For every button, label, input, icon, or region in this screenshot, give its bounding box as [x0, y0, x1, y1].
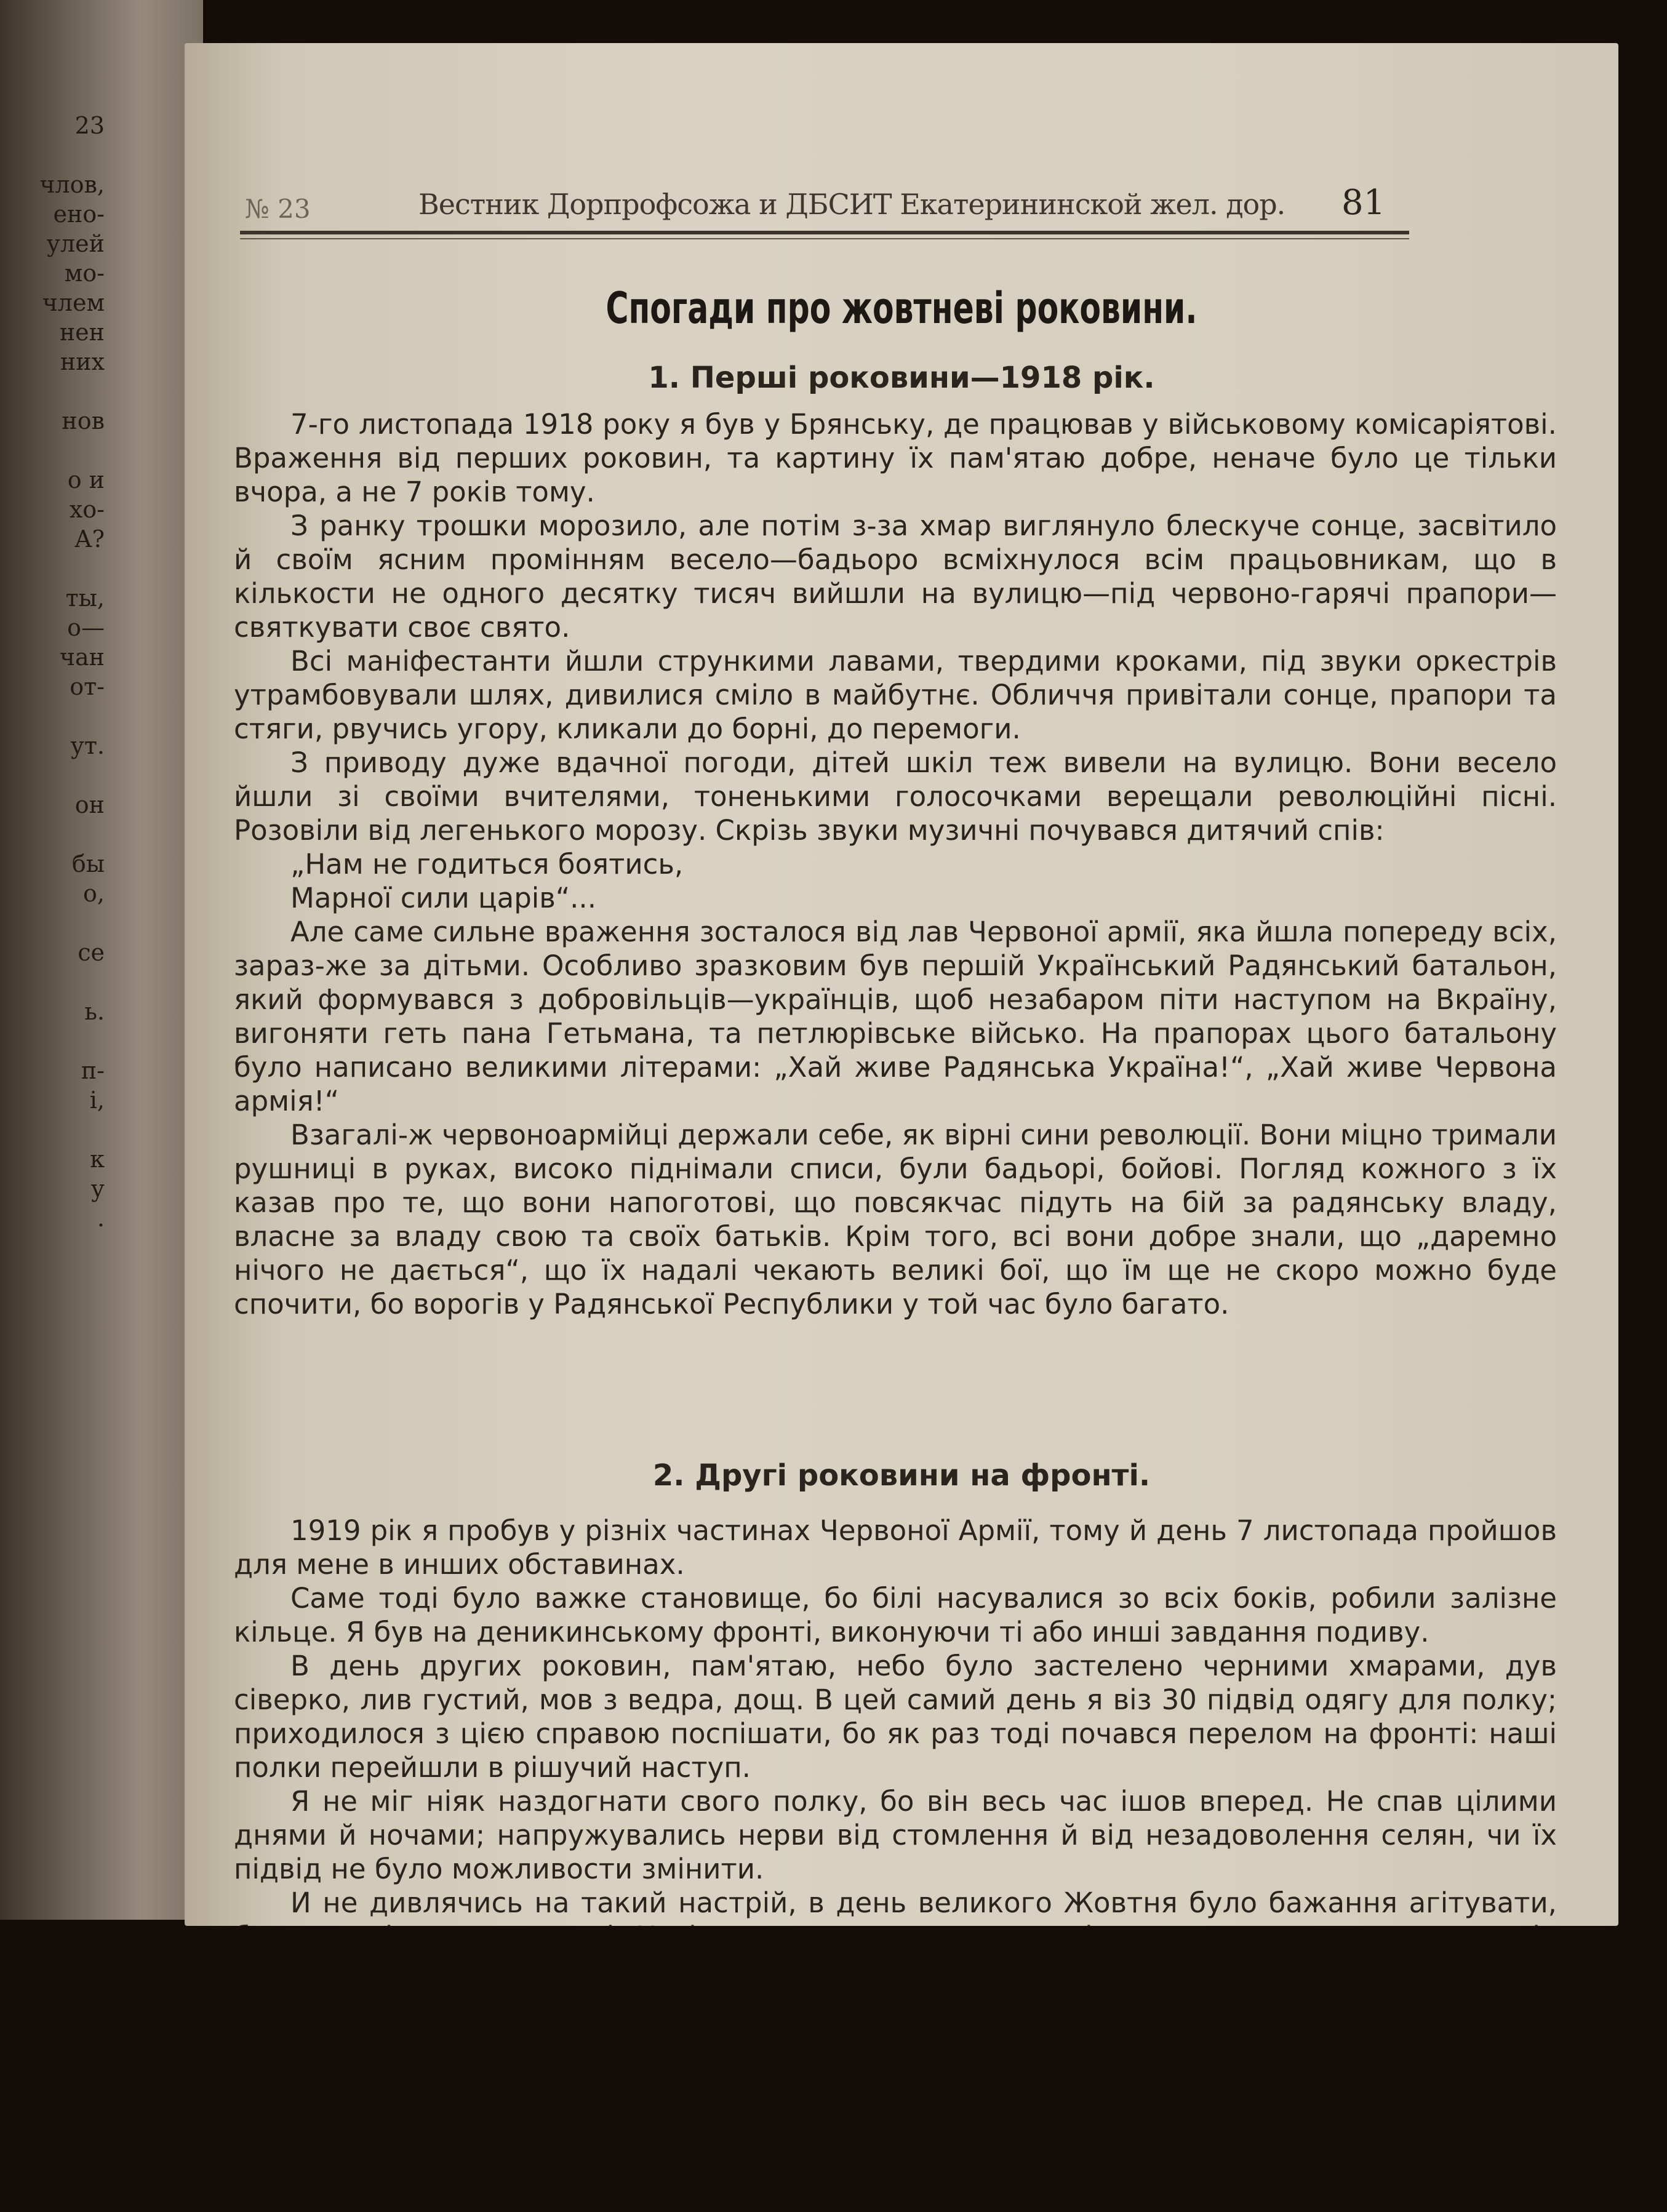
previous-page-fragment: ь.	[84, 998, 105, 1025]
paragraph: 1919 рік я пробув у різніх частинах Червоної Армії, тому й день 7 листопада пройшов для мене в инших обставинах.	[234, 1514, 1557, 1581]
previous-page-fragment: хо-	[69, 496, 105, 523]
previous-page-fragment	[0, 1115, 105, 1144]
previous-page-fragment: А?	[74, 525, 105, 553]
previous-page-fragment: ено-	[53, 201, 105, 228]
previous-page-fragment: бы	[71, 850, 105, 877]
previous-page-fragment: о и	[67, 466, 105, 493]
previous-page-fragment	[0, 820, 105, 849]
previous-page-fragment: о,	[83, 880, 105, 907]
previous-page-fragment: у	[90, 1175, 105, 1202]
previous-page-fragment: нен	[59, 319, 105, 346]
previous-page-fragment	[0, 908, 105, 938]
background-surface	[0, 1926, 1667, 2212]
previous-page-fragment: от-	[70, 673, 105, 700]
previous-page-fragment	[0, 554, 105, 583]
paragraph: З ранку трошки морозило, але потім з-за хмар виглянуло блескуче сонце, засвітило й своїм ясним промінням весело—бадьоро всміхнулося всім працьовникам, що в кількости не одного десятку тисяч вийшли на вулицю—під червоно-гарячі прапори—святкувати своє свято.	[234, 509, 1557, 644]
section-1-body	[234, 407, 1557, 1321]
previous-page-fragment	[0, 377, 105, 406]
previous-page-fragment	[0, 967, 105, 997]
running-header	[215, 163, 1545, 237]
previous-page-fragment: се	[78, 939, 105, 966]
paragraph: 7-го листопада 1918 року я був у Брянську, де працював у військовому комісаріятові. Враження від перших роковин, та картину їх пам'ятаю добре, неначе було це тільки вчора, а не 7 років тому.	[234, 408, 1557, 508]
previous-page-fragment	[0, 436, 105, 465]
paragraph: Я не міг ніяк наздогнати свого полку, бо він весь час ішов вперед. Не спав цілими днями й ночами; напружувались нерви від стомлення й від незадоволення селян, чи їх підвід не було можливости змінити.	[234, 1785, 1557, 1885]
previous-page-edge	[0, 0, 203, 1920]
paragraph: И не дивлячись на такий настрій, в день великого Жовтня було бажання агітувати,	[290, 1887, 1557, 1919]
paragraph: В день других роковин, пам'ятаю, небо було застелено черними хмарами, дув сіверко, лив густий, мов з ведра, дощ. В цей самий день я віз 30 підвід одягу для полку; приходилося з цією справою поспішати, бо як раз тоді почався перелом на фронті: наші полки перейшли в рішучий наступ.	[234, 1650, 1557, 1784]
previous-page-fragment: п-	[81, 1057, 105, 1084]
previous-page-fragment: к	[90, 1146, 105, 1173]
paragraph: Всі маніфестанти йшли стрункими лавами, твердими кроками, під звуки оркестрів утрамбовували шлях, дивилися сміло в майбутнє. Обличчя привітали сонце, прапори та стяги, рвучись угору, кликали до борні, до перемоги.	[234, 645, 1557, 745]
journal-page	[185, 43, 1618, 1926]
previous-page-fragment	[0, 761, 105, 790]
previous-page-fragment	[0, 1026, 105, 1056]
previous-page-fragment: них	[60, 348, 105, 375]
previous-page-fragment: мо-	[64, 260, 105, 287]
header-rule-thin	[240, 238, 1409, 239]
previous-page-fragment: улей	[46, 230, 105, 257]
previous-page-fragment	[0, 140, 105, 170]
section-heading-1: 1. Перші роковини—1918 рік.	[648, 361, 1155, 395]
header-rule-thick	[240, 231, 1409, 234]
page-number: 81	[1341, 183, 1386, 223]
previous-page-fragment: он	[74, 791, 105, 818]
previous-page-fragment: члем	[42, 289, 105, 316]
article-title: Спогади про жовтневі роковини.	[606, 283, 1197, 333]
previous-page-fragment	[0, 701, 105, 731]
journal-title: Вестник Дорпрофсожа и ДБСИТ Екатерининской жел. дор.	[418, 188, 1285, 221]
previous-page-fragment: і,	[89, 1087, 105, 1114]
previous-page-text-fragments	[0, 111, 105, 1233]
paragraph: Але саме сильне враження зосталося від лав Червоної армії, яка йшла попереду всіх, зараз-же за дітьми. Особливо зразковим був першій Український Радянський батальон, який формувався з добровільців—українців, щоб незабаром піти наступом на Вкраїну, вигоняти геть пана Гетьмана, та петлюрівське військо. На прапорах цього батальону було написано великими літерами: „Хай живе Радянська Україна!“, „Хай живе Червона армія!“	[234, 916, 1557, 1117]
previous-page-fragment: чан	[59, 644, 105, 671]
verse-line: „Нам не годиться боятись,	[290, 848, 684, 880]
previous-page-fragment: члов,	[39, 171, 105, 198]
previous-page-fragment: .	[97, 1205, 105, 1232]
previous-page-fragment: ут.	[70, 732, 105, 759]
paragraph: Саме тоді було важке становище, бо білі насувалися зо всіх боків, робили залізне кільце. Я був на деникинському фронті, виконуючи ті або инші завдання подиву.	[234, 1582, 1557, 1648]
verse-line: Марної сили царів“...	[290, 882, 597, 914]
paragraph: З приводу дуже вдачної погоди, дітей шкіл теж вивели на вулицю. Вони весело йшли зі своїми вчителями, тоненькими голосочками верещали революційні пісні. Розовіли від легенького морозу. Скрізь звуки музичні почувався дитячий спів:	[234, 746, 1557, 847]
section-heading-2: 2. Другі роковини на фронті.	[652, 1458, 1151, 1493]
paragraph: Взагалі-ж червоноармійці держали себе, як вірні сини революції. Вони міцно тримали рушниці в руках, високо піднімали списи, були бадьорі, бойові. Погляд кожного з їх казав про те, що вони напоготові, що повсякчас підуть на бій за радянську владу, власне за владу свою та своїх батьків. Крім того, всі вони добре знали, що „даремно нічого не дається“, що їх надалі чекають великі бої, що їм ще не скоро можно буде спочити, бо ворогів у Радянської Республики у той час було багато.	[234, 1119, 1557, 1320]
previous-page-fragment: нов	[62, 407, 105, 434]
previous-page-fragment: ты,	[65, 585, 105, 612]
previous-page-fragment: о—	[67, 614, 105, 641]
issue-number: № 23	[245, 194, 311, 224]
previous-page-fragment: 23	[74, 112, 105, 139]
